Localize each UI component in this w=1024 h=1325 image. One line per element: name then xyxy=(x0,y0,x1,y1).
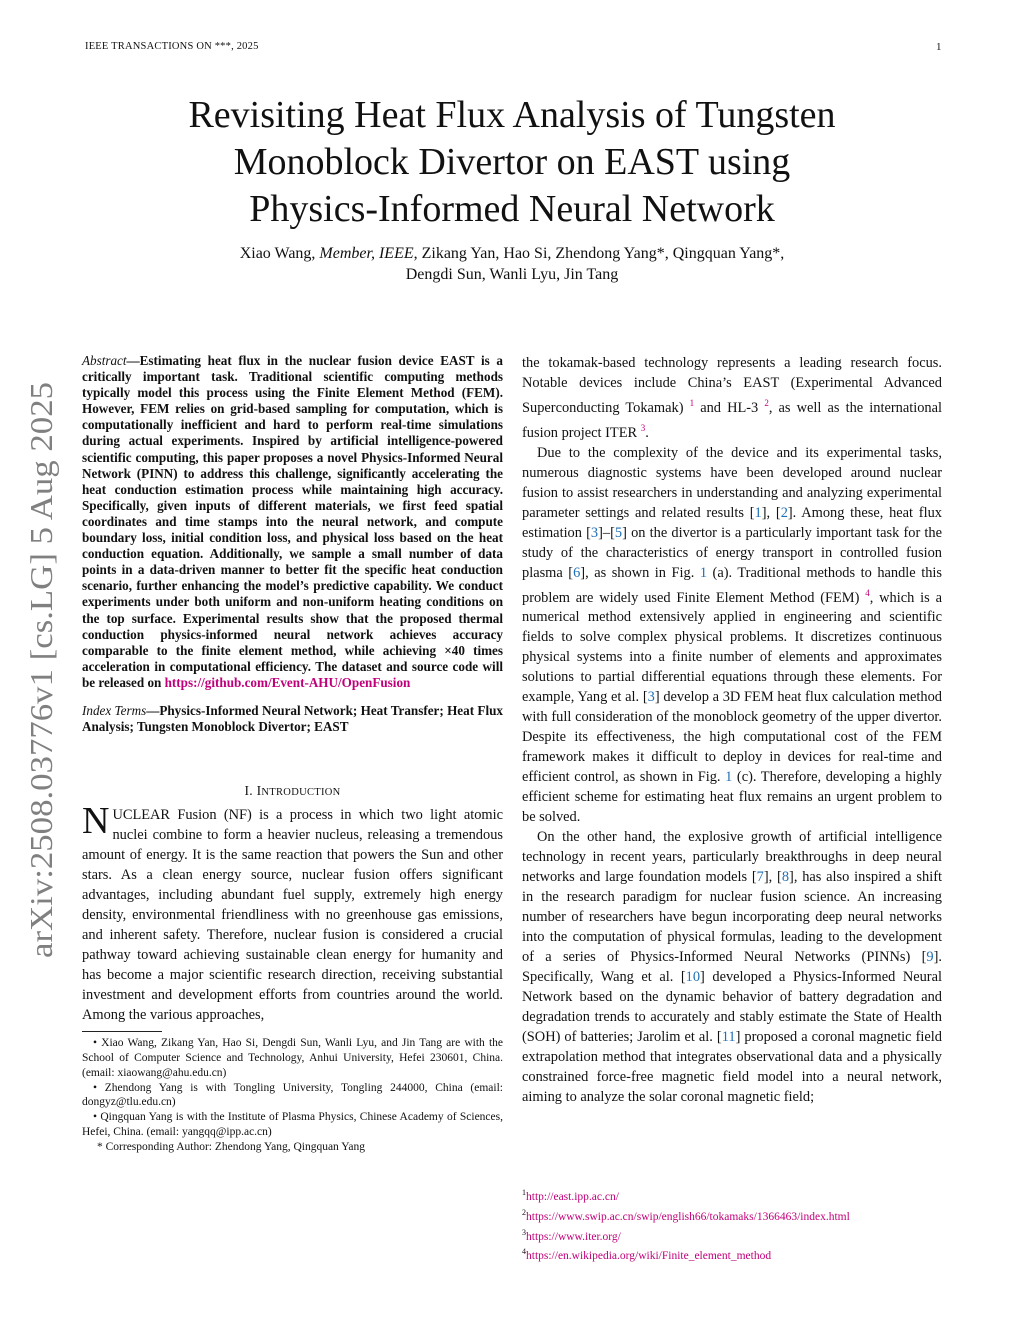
index-terms-text: —Physics-Informed Neural Network; Heat Transfer; Heat Flux Analysis; Tungsten Monoblock Divertor; EAST xyxy=(82,702,503,735)
drop-cap: N xyxy=(82,800,110,843)
affiliation-note: • Xiao Wang, Zikang Yan, Hao Si, Dengdi Sun, Wanli Lyu, and Jin Tang are with the School of Computer Science and Technology, Anhui University, Hefei 230601, China. (email: xiaowang@ahu.edu.cn) xyxy=(82,1037,503,1079)
index-terms xyxy=(82,703,503,735)
body-paragraph: Due to the complexity of the device and its experimental tasks, numerous diagnostic systems have been developed around nuclear fusion to assist researchers in understanding and analyzing experimental parameter settings and related results [1], [2]. Among these, heat flux estimation [3]–[5] on the divertor is a particularly important task for the study of the characteristics of energy transport in controlled fusion plasma [6], as shown in Fig. 1 (a). Traditional methods to handle this problem are widely used Finite Element Method (FEM) $^4$, which is a numerical method extensively applied in engineering and scientific fields to solve complex physical problems. It discretizes continuous physical systems into a finite number of elements and approximates solutions to partial differential equations through these elements. For example, Yang et al. [3] develop a 3D FEM heat flux calculation method with full consideration of the monoblock geometry of the upper divertor. Despite its effectiveness, the high computational cost of the FEM framework makes it difficult to deploy in devices for real-time and efficient control, as shown in Fig. 1 (c). Therefore, developing a highly efficient scheme for estimating heat flux remains an urgent problem to be solved. xyxy=(522,444,942,826)
footnote-link[interactable]: https://en.wikipedia.org/wiki/Finite_element_method xyxy=(526,1250,772,1263)
body-paragraph: the tokamak-based technology represents a leading research focus. Notable devices include China’s EAST (Experimental Advanced Superconducting Tokamak) $^1$ and HL-3 $^2$, as well as the international fusion project ITER $^3$. xyxy=(522,355,942,441)
index-terms-label: Index Terms xyxy=(82,702,147,718)
abstract xyxy=(82,353,503,691)
citation-link[interactable]: 6 xyxy=(573,564,581,581)
citation-link[interactable]: 10 xyxy=(685,969,701,986)
page-number: 1 xyxy=(936,41,942,53)
citation-link[interactable]: 3 xyxy=(590,524,599,541)
intro-paragraph xyxy=(82,800,503,1025)
affiliation-note: • Zhendong Yang is with Tongling University, Tongling 244000, China (email: dongyz@tlu.edu.cn) xyxy=(82,1081,503,1109)
footnote-link[interactable]: https://www.swip.ac.cn/swip/english66/tokamaks/1366463/index.html xyxy=(526,1210,850,1223)
author-list xyxy=(100,243,924,285)
footnote-ref[interactable]: 4 xyxy=(865,587,870,598)
citation-link[interactable]: 9 xyxy=(926,949,934,966)
footnote-ref[interactable]: 2 xyxy=(764,398,769,408)
right-column xyxy=(522,353,942,1107)
repo-link[interactable]: https://github.com/Event-AHU/OpenFusion xyxy=(164,674,411,690)
figure-link[interactable]: 1 xyxy=(699,564,708,581)
footnote-ref[interactable]: 3 xyxy=(640,422,646,433)
body-paragraph: On the other hand, the explosive growth of artificial intelligence technology in recent years, particularly breakthroughs in deep neural networks and large foundation models [7], [8], has also inspired a shift in the research paradigm for nuclear fusion science. An increasing number of researchers have begun incorporating deep neural networks into the computation of physical formulas, leading to the development of a series of Physics-Informed Neural Networks (PINNs) [9]. Specifically, Wang et al. [10] developed a Physics-Informed Neural Network based on the dynamic behavior of battery degradation and degradation trends to accurately and stably estimate the State of Health (SOH) of batteries; Jarolim et al. [11] proposed a coronal magnetic field extrapolation method that integrates observational data and a physically constrained force-free magnetic field model into a neural network, aiming to analyze the solar coronal magnetic field; xyxy=(522,829,943,1106)
footnote: $^3$https://www.iter.org/ xyxy=(522,1227,621,1243)
citation-link[interactable]: 7 xyxy=(756,869,764,886)
arxiv-stamp-text: arXiv:2508.03776v1 [cs.LG] 5 Aug 2025 xyxy=(24,436,59,958)
title-line: Physics-Informed Neural Network xyxy=(249,188,775,230)
footnote-link[interactable]: http://east.ipp.ac.cn/ xyxy=(526,1190,619,1203)
affiliation-note: • Qingquan Yang is with the Institute of Plasma Physics, Chinese Academy of Sciences, Hefei, China. (email: yangqq@ipp.ac.cn) xyxy=(82,1111,503,1138)
abstract-label: Abstract xyxy=(82,353,127,368)
citation-link[interactable]: 8 xyxy=(781,869,790,886)
running-header: IEEE TRANSACTIONS ON ***, 2025 xyxy=(85,41,259,52)
footnotes xyxy=(522,1185,942,1264)
arxiv-stamp xyxy=(14,380,64,960)
footnote-ref[interactable]: 1 xyxy=(689,398,695,408)
citation-link[interactable]: 2 xyxy=(780,504,788,521)
intro-text: UCLEAR Fusion (NF) is a process in which two light atomic nuclei combine to form a heavier nucleus, releasing a tremendous amount of energy. It is the same reaction that powers the Sun and other stars. As a clean energy source, nuclear fusion offers significant advantages, including abundant fuel supply, extremely high energy density, environmental friendliness with no greenhouse gas emissions, and inherent safety. Therefore, nuclear fusion is considered a crucial pathway toward achieving sustainable clean energy for humanity and has become a major scientific research direction, receiving substantial investment and development efforts from countries around the world. Among the various approaches, xyxy=(82,807,503,1024)
title-line: Monoblock Divertor on EAST using xyxy=(233,141,791,183)
citation-link[interactable]: 11 xyxy=(721,1029,736,1046)
citation-link[interactable]: 5 xyxy=(614,524,623,541)
paper-title xyxy=(100,92,924,233)
author-role: Member, IEEE xyxy=(319,245,414,262)
left-column xyxy=(82,353,503,1155)
corresponding-author-note: * Corresponding Author: Zhendong Yang, Qingquan Yang xyxy=(97,1140,366,1153)
title-line: Revisiting Heat Flux Analysis of Tungsten xyxy=(188,94,836,136)
footnote: $^2$https://www.swip.ac.cn/swip/english66/tokamaks/1366463/index.html xyxy=(522,1207,850,1223)
footnote: $^4$https://en.wikipedia.org/wiki/Finite_element_method xyxy=(522,1247,772,1263)
footnote-rule xyxy=(82,1031,162,1032)
figure-link[interactable]: 1 xyxy=(725,769,733,786)
section-heading: I. INTRODUCTION xyxy=(244,783,341,799)
citation-link[interactable]: 1 xyxy=(754,504,762,521)
citation-link[interactable]: 3 xyxy=(647,689,655,706)
author-line: Dengdi Sun, Wanli Lyu, Jin Tang xyxy=(405,266,619,283)
footnote: $^1$http://east.ipp.ac.cn/ xyxy=(522,1188,619,1203)
author-line: Xiao Wang, Member, IEEE, Zikang Yan, Hao Si, Zhendong Yang*, Qingquan Yang*, xyxy=(239,245,785,262)
footnote-link[interactable]: https://www.iter.org/ xyxy=(526,1230,621,1243)
abstract-text: —Estimating heat flux in the nuclear fusion device EAST is a critically important task. Traditional scientific computing methods typically model this process using the Finite Element Method (FEM). However, FEM relies on grid-based sampling for computation, which is computationally inefficient and hard to perform real-time simulations during actual experiments. Inspired by artificial intelligence-powered scientific computing, this paper proposes a novel Physics-Informed Neural Network (PINN) to address this challenge, significantly accelerating the heat conduction estimation process while maintaining high accuracy. Specifically, given inputs of different materials, we first feed spatial coordinates and time stamps into the neural network, and compute boundary loss, initial condition loss, and physical loss based on the heat conduction equation. Additionally, we sample a small number of data points in a data-driven manner to better fit the specific heat conduction scenario, further enhancing the model’s predictive capability. We conduct experiments under both uniform and non-uniform heating conditions on the top surface. Experimental results show that the proposed thermal conduction physics-informed neural network achieves accuracy comparable to the finite element method, while achieving ×40 times acceleration in computational efficiency. The dataset and source code will be released on xyxy=(82,353,503,690)
